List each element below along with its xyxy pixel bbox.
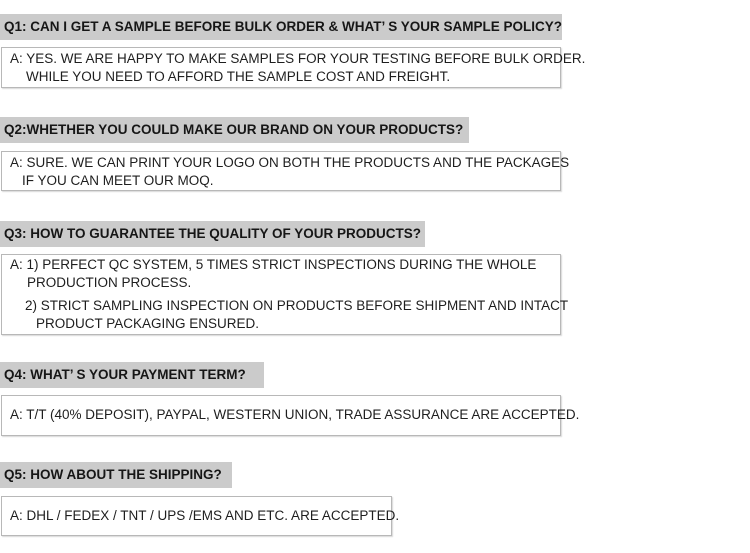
- faq-answer-1-line-2: WHILE YOU NEED TO AFFORD THE SAMPLE COST AND FREIGHT.: [26, 69, 451, 84]
- faq-question-1: Q1: CAN I GET A SAMPLE BEFORE BULK ORDER & WHAT’ S YOUR SAMPLE POLICY?: [0, 14, 562, 40]
- faq-answer-3: [1, 254, 569, 335]
- faq-answer-2: [1, 151, 570, 191]
- faq-answer-4: [1, 395, 580, 436]
- faq-answer-2-line-1: A: SURE. WE CAN PRINT YOUR LOGO ON BOTH THE PRODUCTS AND THE PACKAGES: [10, 155, 570, 170]
- faq-question-3: Q3: HOW TO GUARANTEE THE QUALITY OF YOUR PRODUCTS?: [0, 221, 425, 247]
- faq-answer-3-line-2: PRODUCTION PROCESS.: [27, 275, 192, 290]
- faq-answer-3-line-1: A: 1) PERFECT QC SYSTEM, 5 TIMES STRICT INSPECTIONS DURING THE WHOLE: [10, 257, 537, 272]
- faq-answer-4-line-1: A: T/T (40% DEPOSIT), PAYPAL, WESTERN UNION, TRADE ASSURANCE ARE ACCEPTED.: [10, 407, 580, 422]
- faq-question-2: Q2:WHETHER YOU COULD MAKE OUR BRAND ON YOUR PRODUCTS?: [0, 117, 469, 143]
- faq-answer-1: [1, 47, 586, 88]
- faq-answer-1-line-1: A: YES. WE ARE HAPPY TO MAKE SAMPLES FOR YOUR TESTING BEFORE BULK ORDER.: [10, 51, 586, 66]
- faq-answer-3-line-3: 2) STRICT SAMPLING INSPECTION ON PRODUCTS BEFORE SHIPMENT AND INTACT: [25, 298, 569, 313]
- faq-answer-5-line-1: A: DHL / FEDEX / TNT / UPS /EMS AND ETC. ARE ACCEPTED.: [10, 508, 400, 523]
- faq-question-5: Q5: HOW ABOUT THE SHIPPING?: [0, 462, 232, 488]
- faq-answer-5: [1, 496, 400, 536]
- faq-answer-2-line-2: IF YOU CAN MEET OUR MOQ.: [22, 173, 214, 188]
- faq-answer-3-line-4: PRODUCT PACKAGING ENSURED.: [36, 316, 260, 331]
- faq-question-4: Q4: WHAT’ S YOUR PAYMENT TERM?: [0, 362, 264, 388]
